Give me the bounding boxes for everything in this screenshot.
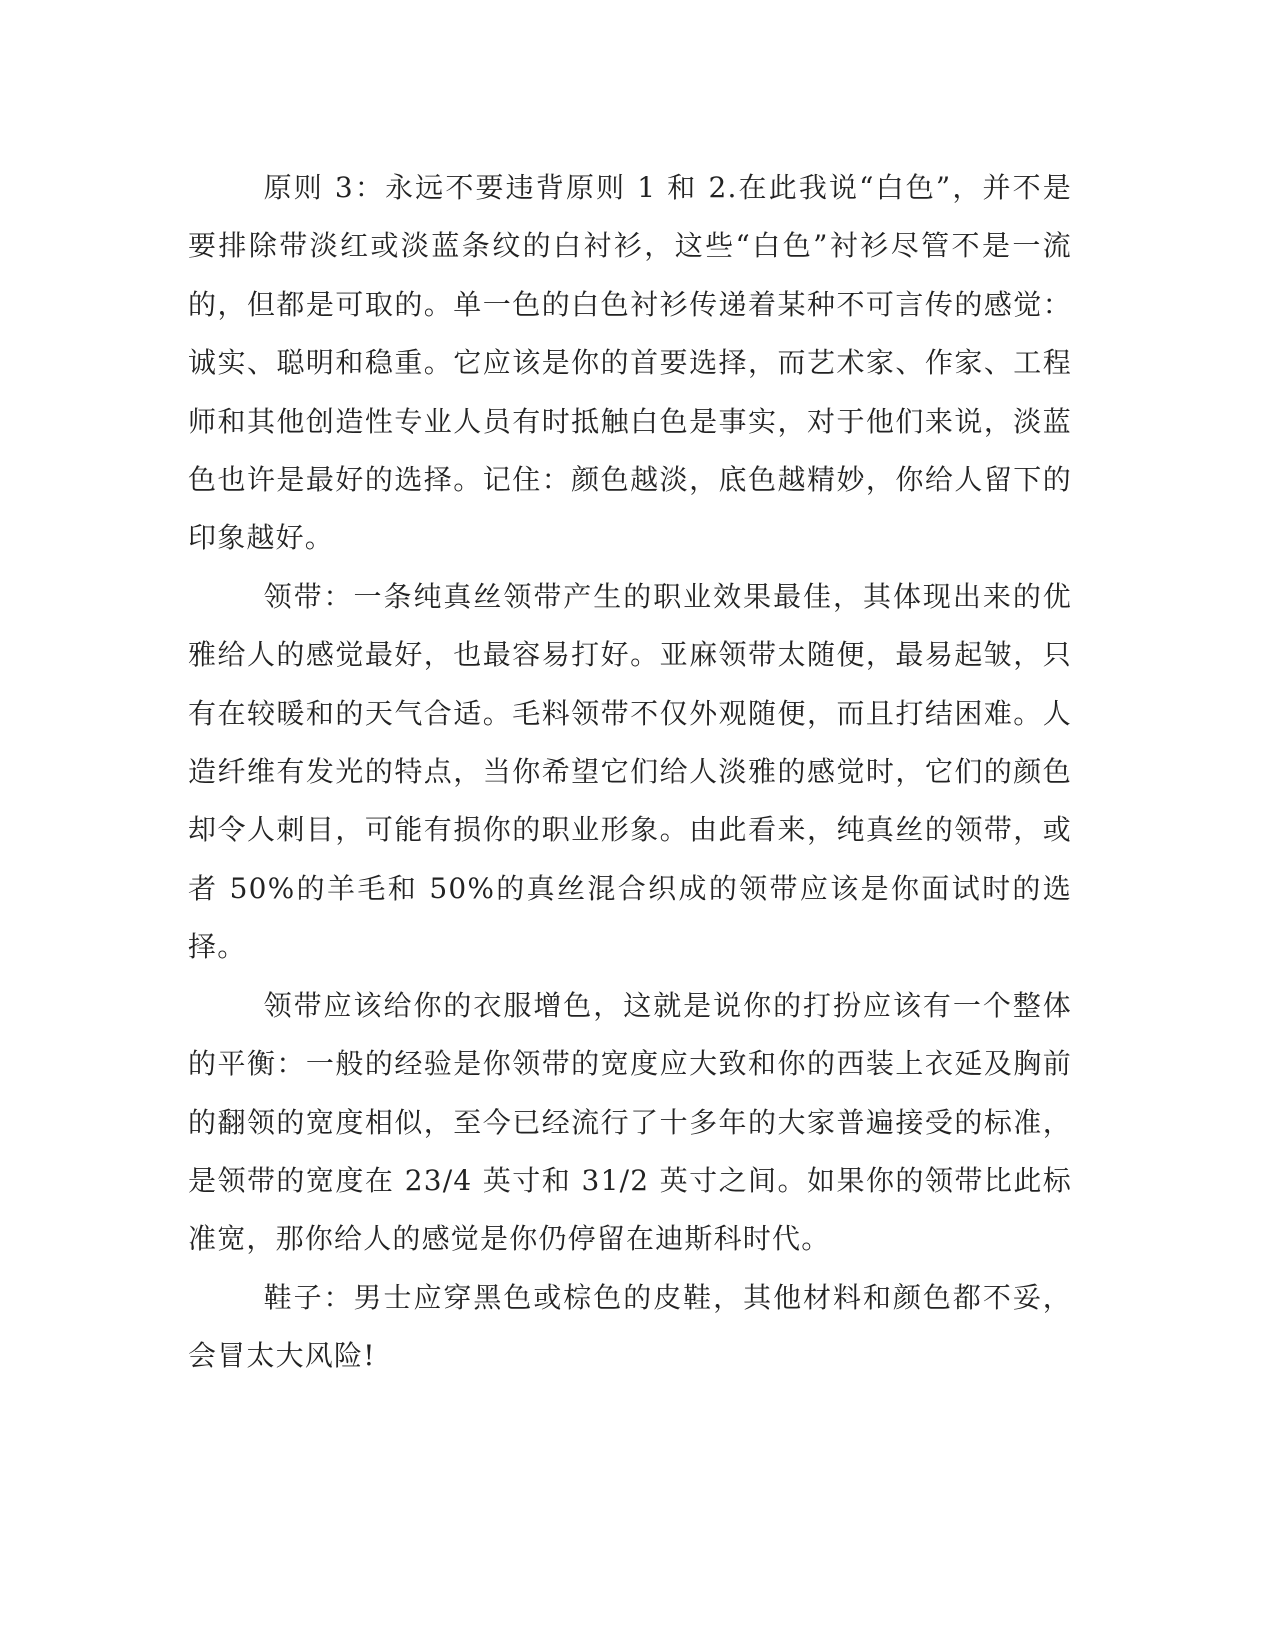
paragraph-tie-material: 领带：一条纯真丝领带产生的职业效果最佳，其体现出来的优雅给人的感觉最好，也最容易打好。亚麻领带太随便，最易起皱，只有在较暖和的天气合适。毛料领带不仅外观随便，而且打结困难。人造纤维有发光的特点，当你希望它们给人淡雅的感觉时，它们的颜色却令人刺目，可能有损你的职业形象。由此看来，纯真丝的领带，或者 50%的羊毛和 50%的真丝混合织成的领带应该是你面试时的选择。 <box>188 579 1072 964</box>
paragraph-tie-width: 领带应该给你的衣服增色，这就是说你的打扮应该有一个整体的平衡：一般的经验是你领带的宽度应大致和你的西装上衣延及胸前的翻领的宽度相似，至今已经流行了十多年的大家普遍接受的标准，是领带的宽度在 23/4 英寸和 31/2 英寸之间。如果你的领带比此标准宽，那你给人的感觉是你仍停留在迪斯科时代。 <box>188 988 1072 1256</box>
document-body <box>188 159 1072 1386</box>
paragraph-white-shirt-principle: 原则 3：永远不要违背原则 1 和 2.在此我说“白色”，并不是要排除带淡红或淡蓝条纹的白衬衫，这些“白色”衬衫尽管不是一流的，但都是可取的。单一色的白色衬衫传递着某种不可言传的感觉：诚实、聪明和稳重。它应该是你的首要选择，而艺术家、作家、工程师和其他创造性专业人员有时抵触白色是事实，对于他们来说，淡蓝色也许是最好的选择。记住：颜色越淡，底色越精妙，你给人留下的印象越好。 <box>188 171 1072 555</box>
paragraph-shoes: 鞋子：男士应穿黑色或棕色的皮鞋，其他材料和颜色都不妥，会冒太大风险! <box>188 1280 1072 1373</box>
